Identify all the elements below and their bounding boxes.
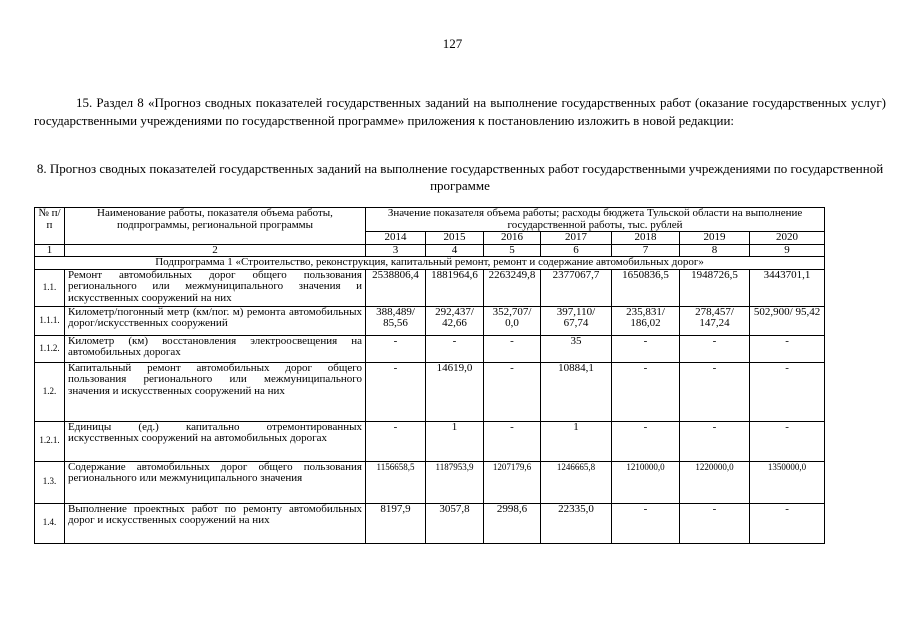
col-number: 8: [680, 244, 750, 257]
header-value: Значение показателя объема работы; расходы бюджета Тульской области на выполнение государственной работы, тыс. рублей: [366, 208, 825, 232]
row-name: Единицы (ед.) капитально отремонтированных искусственных сооружений на автомобильных дорогах: [65, 421, 366, 461]
row-value: 278,457/ 147,24: [680, 306, 750, 335]
row-value: 1246665,8: [541, 461, 612, 503]
row-value: -: [680, 335, 750, 362]
row-value: -: [484, 335, 541, 362]
row-value: 35: [541, 335, 612, 362]
work-volume-table: [34, 207, 825, 544]
row-value: -: [750, 503, 825, 543]
row-value: 2377067,7: [541, 269, 612, 306]
table-row: [35, 269, 825, 306]
year-2018: 2018: [612, 232, 680, 245]
row-num: 1.4.: [35, 503, 65, 543]
year-2017: 2017: [541, 232, 612, 245]
year-2014: 2014: [366, 232, 426, 245]
page-number: 127: [442, 36, 463, 51]
row-num: 1.1.: [35, 269, 65, 306]
row-value: 1220000,0: [680, 461, 750, 503]
table-row: [35, 421, 825, 461]
row-value: 292,437/ 42,66: [426, 306, 484, 335]
row-num: 1.1.1.: [35, 306, 65, 335]
row-value: -: [612, 362, 680, 421]
col-number: 4: [426, 244, 484, 257]
row-value: 2263249,8: [484, 269, 541, 306]
row-name: Ремонт автомобильных дорог общего пользования регионального или межмуниципального значения и искусственных сооружений на них: [65, 269, 366, 306]
year-2015: 2015: [426, 232, 484, 245]
col-number: 6: [541, 244, 612, 257]
row-value: 1: [541, 421, 612, 461]
table-row: [35, 503, 825, 543]
header-num: № п/п: [35, 208, 65, 245]
row-value: -: [680, 421, 750, 461]
header-row: [35, 208, 825, 232]
subprogram-title: Подпрограмма 1 «Строительство, реконструкция, капитальный ремонт, ремонт и содержание автомобильных дорог»: [35, 257, 825, 270]
row-value: -: [750, 335, 825, 362]
row-value: 8197,9: [366, 503, 426, 543]
row-value: -: [750, 421, 825, 461]
table-row: [35, 335, 825, 362]
row-name: Содержание автомобильных дорог общего пользования регионального или межмуниципального значения: [65, 461, 366, 503]
row-value: 388,489/ 85,56: [366, 306, 426, 335]
row-value: 235,831/ 186,02: [612, 306, 680, 335]
year-2016: 2016: [484, 232, 541, 245]
row-value: -: [612, 421, 680, 461]
row-value: -: [426, 335, 484, 362]
table-row: [35, 306, 825, 335]
year-2020: 2020: [750, 232, 825, 245]
row-value: 502,900/ 95,42: [750, 306, 825, 335]
row-value: 1881964,6: [426, 269, 484, 306]
table-body: [35, 208, 825, 544]
row-value: 397,110/ 67,74: [541, 306, 612, 335]
row-value: -: [612, 335, 680, 362]
row-value: 352,707/ 0,0: [484, 306, 541, 335]
row-value: 1187953,9: [426, 461, 484, 503]
row-name: Километр (км) восстановления электроосвещения на автомобильных дорогах: [65, 335, 366, 362]
row-value: 1156658,5: [366, 461, 426, 503]
row-value: -: [366, 335, 426, 362]
row-value: 1350000,0: [750, 461, 825, 503]
row-value: 1948726,5: [680, 269, 750, 306]
section-title: 8. Прогноз сводных показателей государственных заданий на выполнение государственных работ государственными учреждениями по государственной программе: [36, 161, 884, 193]
col-number: 7: [612, 244, 680, 257]
row-value: -: [366, 362, 426, 421]
row-num: 1.2.: [35, 362, 65, 421]
row-value: -: [484, 421, 541, 461]
intro-paragraph: [34, 94, 886, 130]
column-number-row: [35, 244, 825, 257]
row-num: 1.1.2.: [35, 335, 65, 362]
row-value: 3057,8: [426, 503, 484, 543]
row-value: 1210000,0: [612, 461, 680, 503]
table-row: [35, 362, 825, 421]
row-value: 1650836,5: [612, 269, 680, 306]
col-number: 2: [65, 244, 366, 257]
row-name: Капитальный ремонт автомобильных дорог общего пользования регионального или межмуниципального значения и искусственных сооружений на них: [65, 362, 366, 421]
row-value: 10884,1: [541, 362, 612, 421]
table-row: [35, 461, 825, 503]
row-value: 2538806,4: [366, 269, 426, 306]
row-value: -: [750, 362, 825, 421]
year-2019: 2019: [680, 232, 750, 245]
row-name: Километр/погонный метр (км/пог. м) ремонта автомобильных дорог/искусственных сооружений: [65, 306, 366, 335]
row-value: -: [680, 503, 750, 543]
row-value: 2998,6: [484, 503, 541, 543]
row-value: -: [680, 362, 750, 421]
row-value: 1207179,6: [484, 461, 541, 503]
row-num: 1.3.: [35, 461, 65, 503]
row-name: Выполнение проектных работ по ремонту автомобильных дорог и искусственных сооружений на них: [65, 503, 366, 543]
row-value: 14619,0: [426, 362, 484, 421]
row-value: -: [612, 503, 680, 543]
col-number: 5: [484, 244, 541, 257]
col-number: 3: [366, 244, 426, 257]
row-value: 3443701,1: [750, 269, 825, 306]
row-num: 1.2.1.: [35, 421, 65, 461]
col-number: 9: [750, 244, 825, 257]
intro-text: 15. Раздел 8 «Прогноз сводных показателей государственных заданий на выполнение государственных работ (оказание государственных услуг) государственными учреждениями по государственной программе» приложения к постановлению изложить в новой редакции:: [34, 95, 886, 128]
row-value: -: [484, 362, 541, 421]
header-name: Наименование работы, показателя объема работы, подпрограммы, региональной программы: [65, 208, 366, 245]
col-number: 1: [35, 244, 65, 257]
row-value: 1: [426, 421, 484, 461]
subprogram-row: [35, 257, 825, 270]
row-value: -: [366, 421, 426, 461]
row-value: 22335,0: [541, 503, 612, 543]
